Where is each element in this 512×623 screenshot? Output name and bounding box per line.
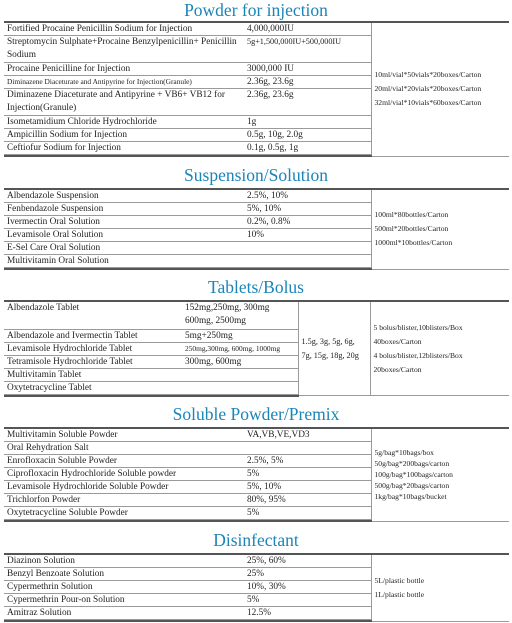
product-spec: 10%, 30% [244,581,371,594]
packing-line: 20ml/vial*20vials*20boxes/Carton [374,84,482,94]
product-name: Oxytetracycline Tablet [4,381,182,394]
product-name: Trichlorfon Powder [4,494,244,507]
product-name: Amitraz Solution [4,607,244,620]
packing-line: 500ml*20bottles/Carton [374,224,449,234]
packing-line: 20boxes/Carton [373,364,422,374]
packing-cell [370,301,509,396]
section-title-suspension-solution: Suspension/Solution [184,165,328,185]
product-name: Ceftiofur Sodium for Injection [4,142,244,155]
product-name: Multivitamin Tablet [4,368,182,381]
section-title-soluble-powder-premix: Soluble Powder/Premix [172,404,340,424]
product-name: Albendazole and Ivermectin Tablet [4,329,182,342]
product-name: Ampicillin Sodium for Injection [4,129,244,142]
product-spec [182,368,298,381]
packing-line: 5g/bag*10bags/box [374,448,434,458]
product-name: Oxytetracycline Soluble Powder [4,507,244,520]
product-spec: 80%, 95% [244,494,371,507]
product-name: Albendazole Tablet [4,301,182,329]
product-spec: 1g [244,116,371,129]
product-name: Levamisole Hydrochloride Soluble Powder [4,481,244,494]
packing-line: 10ml/vial*50vials*20boxes/Carton [374,70,482,80]
section-title-disinfectant: Disinfectant [213,530,299,550]
product-name: Ivermectin Oral Solution [4,216,244,229]
product-spec: 152mg,250mg, 300mg 600mg, 2500mg [182,301,298,329]
product-spec: 3000,000 IU [244,63,371,76]
packing-line: 50g/bag*200bags/carton [374,459,450,469]
product-name: Enrofloxacin Soluble Powder [4,455,244,468]
packing-line: 32ml/vial*10vials*60boxes/Carton [374,98,482,108]
product-name: Cypermethrin Pour-on Solution [4,594,244,607]
product-spec: 10% [244,229,371,242]
packing-line: 1000ml*10bottles/Carton [374,238,453,248]
packing-line: 1L/plastic bottle [374,589,425,599]
product-spec: 4,000,000IU [244,22,371,36]
packing-cell [371,554,509,621]
packing-line: 40boxes/Carton [373,336,422,346]
product-name: Procaine Penicilline for Injection [4,63,244,76]
product-name: Multivitamin Soluble Powder [4,428,244,442]
product-name: Levamisole Hydrochloride Tablet [4,342,182,355]
product-name: Streptomycin Sulphate+Procaine Benzylpenicillin+ Penicillin Sodium [4,36,244,63]
product-spec: 5% [244,594,371,607]
product-spec: 5mg+250mg [182,329,298,342]
product-name: Cypermethrin Solution [4,581,244,594]
table-row [4,189,509,203]
packing-line: 100g/bag*100bags/carton [374,470,453,480]
product-name: Benzyl Benzoate Solution [4,568,244,581]
packing-cell [371,22,509,156]
product-spec: VA,VB,VE,VD3 [244,428,371,442]
table-row [4,22,509,36]
product-name: Diminazene Diaceturate and Antipyrine + VB6+ VB12 for Injection(Granule) [4,89,244,116]
product-spec [244,242,371,255]
product-name: Diminazene Diaceturate and Antipyrine for Injection(Granule) [4,76,244,89]
product-spec: 12.5% [244,607,371,620]
packing-line: 5 bolus/blister,10blisters/Box [373,322,463,332]
table-row [4,428,509,442]
packing-cell [371,428,509,521]
product-name: Albendazole Suspension [4,189,244,203]
product-spec: 2.36g, 23.6g [244,89,371,116]
packing-cell [371,189,509,269]
product-spec: 300mg, 600mg [182,355,298,368]
product-spec: 5% [244,468,371,481]
suspension-solution-table [4,188,509,270]
product-name: Diazinon Solution [4,554,244,568]
product-spec [182,381,298,394]
product-name: Oral Rehydration Salt [4,442,244,455]
section-title-tablets-bolus: Tablets/Bolus [208,277,304,297]
product-name: Ciprofloxacin Hydrochloride Soluble powder [4,468,244,481]
product-spec: 5%, 10% [244,481,371,494]
packing-line: 4 bolus/blister,12blisters/Box [373,350,463,360]
packing-line: 1kg/bag*10bags/bucket [374,492,447,502]
product-name: Isometamidium Chloride Hydrochloride [4,116,244,129]
product-spec: 2.36g, 23.6g [244,76,371,89]
product-spec: 250mg,300mg, 600mg, 1000mg [182,342,298,355]
product-spec: 25% [244,568,371,581]
product-name: Multivitamin Oral Solution [4,255,244,268]
product-name: Fenbendazole Suspension [4,203,244,216]
packing-line: 100ml*80bottles/Carton [374,210,449,220]
table-row [4,301,509,329]
section-title-powder-injection: Powder for injection [184,0,328,20]
soluble-powder-table [4,427,509,522]
product-spec: 0.2%, 0.8% [244,216,371,229]
product-spec: 5g+1,500,000IU+500,000IU [244,36,371,63]
product-name: E-Sel Care Oral Solution [4,242,244,255]
product-spec [244,442,371,455]
product-spec [244,255,371,268]
product-spec: 0.5g, 10g, 2.0g [244,129,371,142]
bolus-weights: 1.5g, 3g, 5g, 6g, 7g, 15g, 18g, 20g [298,301,370,396]
product-name: Levamisole Oral Solution [4,229,244,242]
table-row [4,554,509,568]
product-spec: 2.5%, 5% [244,455,371,468]
disinfectant-table [4,553,509,622]
product-spec: 5% [244,507,371,520]
product-name: Tetramisole Hydrochloride Tablet [4,355,182,368]
product-spec: 25%, 60% [244,554,371,568]
product-spec: 0.1g, 0.5g, 1g [244,142,371,155]
product-spec: 5%, 10% [244,203,371,216]
product-name: Fortified Procaine Penicillin Sodium for Injection [4,22,244,36]
tablets-bolus-table [4,300,509,397]
packing-line: 500g/bag*20bags/carton [374,481,450,491]
packing-line: 5L/plastic bottle [374,575,425,585]
powder-injection-table [4,21,509,157]
product-spec: 2.5%, 10% [244,189,371,203]
